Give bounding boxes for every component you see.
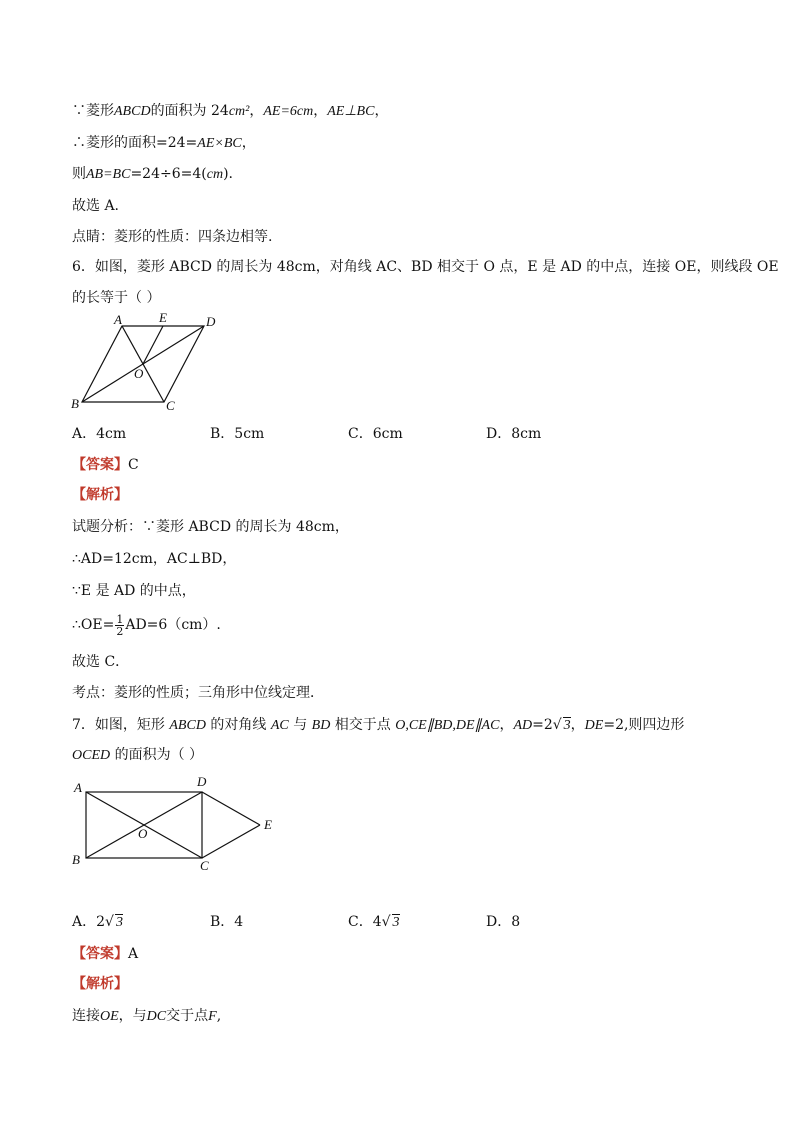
q6-label-d: D	[206, 314, 216, 329]
q6-label-o: O	[134, 366, 144, 381]
prev-line-1: ∵菱形ABCD的面积为 24cm²，AE=6cm，AE⊥BC，	[72, 103, 389, 119]
q7-label-a: A	[74, 780, 82, 795]
q7-label-e: E	[264, 817, 272, 832]
q7-option-b: B．4	[210, 914, 244, 930]
q6-solution-5: 故选 C．	[72, 654, 130, 670]
q7-answer: 【答案】A	[72, 946, 139, 962]
q7-stem-line-2: OCED 的面积为（ ）	[72, 747, 204, 763]
q6-label-c: C	[166, 398, 175, 413]
prev-line-4: 故选 A.	[72, 198, 120, 214]
q7-stem-line-1: 7．如图，矩形 ABCD 的对角线 AC 与 BD 相交于点 O,CE∥BD,DE∥AC，AD=2√ 3，DE=2,则四边形	[72, 717, 685, 733]
q6-option-c: C．6cm	[348, 426, 403, 442]
q7-label-o: O	[138, 826, 148, 841]
q7-rectangle-figure	[66, 772, 286, 872]
q6-stem-line-2: 的长等于（ ）	[72, 290, 161, 306]
prev-line-5: 点睛：菱形的性质：四条边相等.	[72, 229, 273, 245]
q6-option-d: D．8cm	[486, 426, 542, 442]
q7-label-d: D	[197, 774, 207, 789]
prev-line-3: 则AB=BC=24÷6=4(cm).	[72, 166, 233, 182]
q7-option-c: C．4√ 3	[348, 914, 400, 930]
q7-label-c: C	[200, 858, 209, 872]
q6-stem-line-1: 6．如图，菱形 ABCD 的周长为 48cm，对角线 AC、BD 相交于 O 点，E 是 AD 的中点，连接 OE，则线段 OE	[72, 259, 779, 275]
q6-option-a: A．4cm	[72, 426, 127, 442]
q7-analysis-label: 【解析】	[72, 976, 128, 992]
prev-line-2: ∴菱形的面积=24=AE×BC，	[72, 135, 256, 151]
q6-rhombus-figure	[64, 312, 234, 418]
fraction-one-half: $\frac{1}{2}$	[116, 612, 124, 638]
q6-solution-4: ∴OE= $\frac{1}{2}$ AD=6（cm）.	[72, 612, 221, 638]
q6-solution-6: 考点：菱形的性质；三角形中位线定理．	[72, 685, 324, 701]
q6-label-b: B	[71, 396, 79, 411]
q7-option-d: D．8	[486, 914, 521, 930]
q7-segment-de	[202, 792, 260, 825]
q6-solution-3: ∵E 是 AD 的中点，	[72, 583, 196, 599]
q7-solution-1: 连接OE，与DC交于点F,	[72, 1008, 222, 1024]
q6-solution-1: 试题分析：∵菱形 ABCD 的周长为 48cm，	[72, 519, 349, 535]
q6-solution-2: ∴AD=12cm，AC⊥BD，	[72, 551, 237, 567]
q6-option-b: B．5cm	[210, 426, 265, 442]
q7-label-b: B	[72, 852, 80, 867]
q6-label-e: E	[159, 312, 167, 325]
q7-option-a: A．2√ 3	[72, 914, 123, 930]
q6-answer: 【答案】C	[72, 457, 139, 473]
q7-segment-ce	[202, 825, 260, 858]
q6-label-a: A	[114, 312, 122, 327]
q6-analysis-label: 【解析】	[72, 487, 128, 503]
